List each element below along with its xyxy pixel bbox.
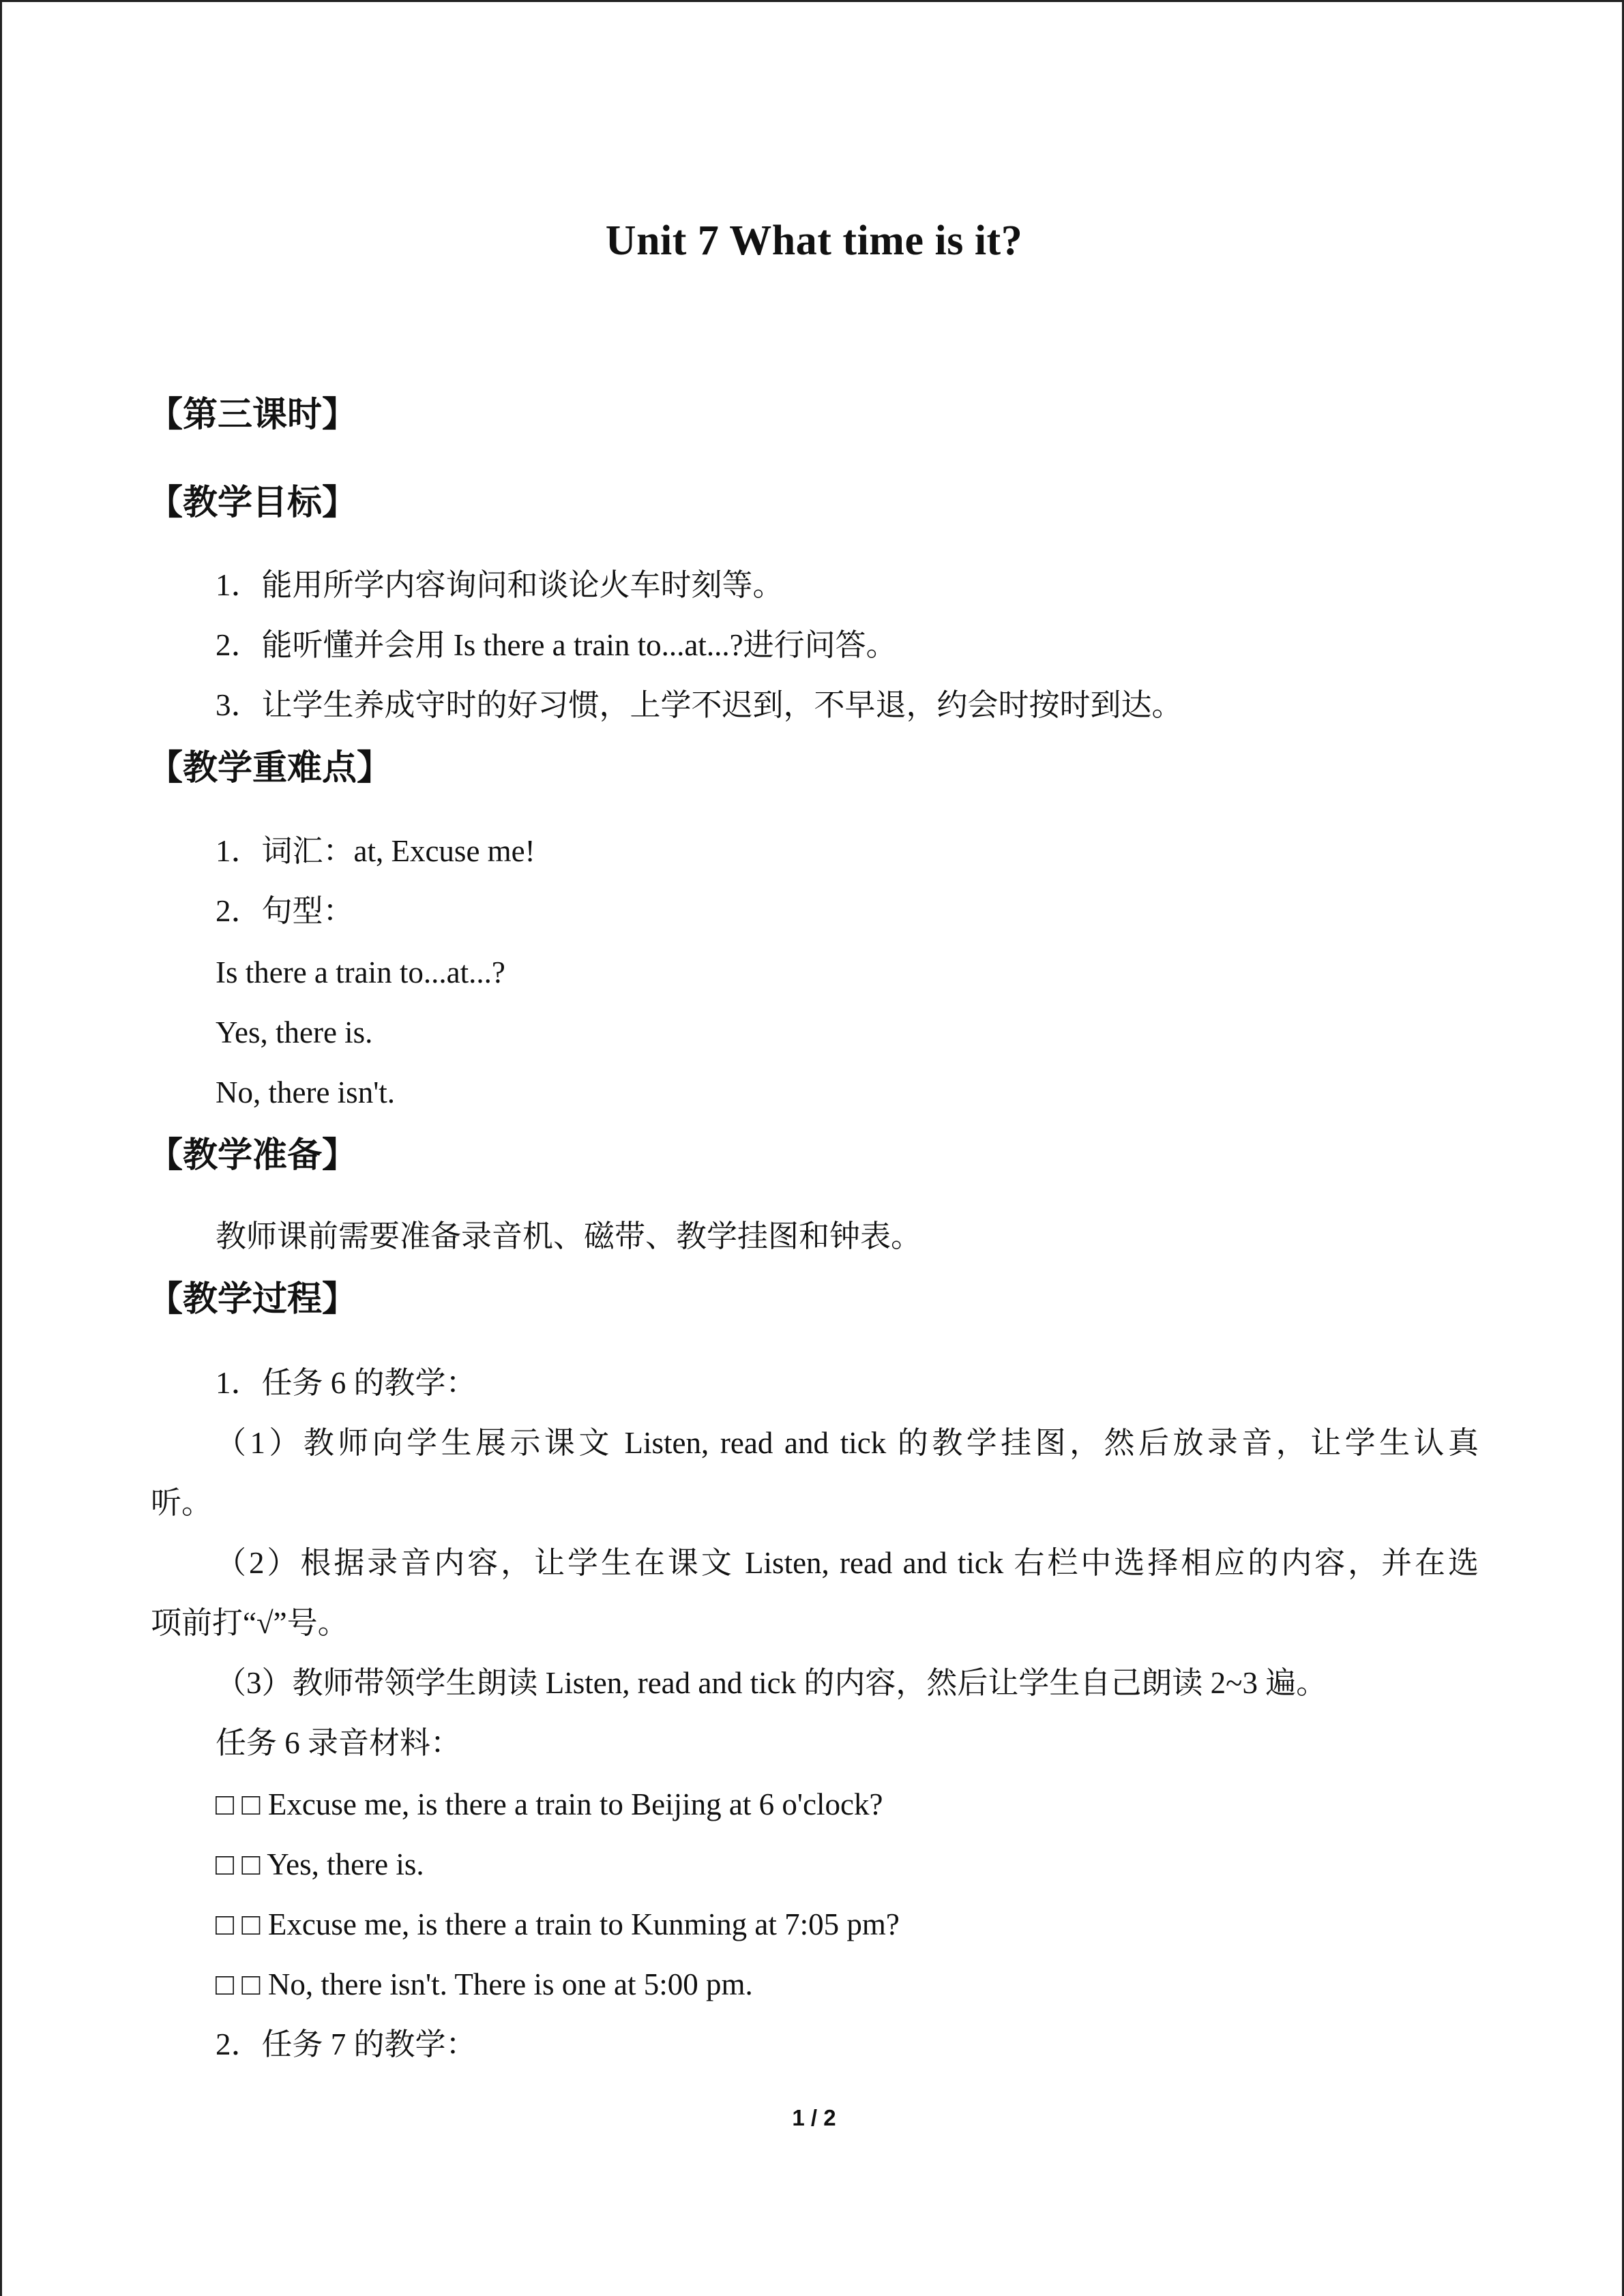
- task6-step1-line2: 听。: [151, 1486, 213, 1520]
- recording-line-1: □ □ Excuse me, is there a train to Beijing at 6 o'clock?: [216, 1787, 883, 1821]
- task6-step1-line1: （1）教师向学生展示课文 Listen, read and tick 的教学挂图，然后放录音，让学生认真: [216, 1426, 1479, 1460]
- task6-step2-line1: （2）根据录音内容，让学生在课文 Listen, read and tick 右栏中选择相应的内容，并在选: [216, 1546, 1479, 1580]
- process-heading: 【教学过程】: [148, 1279, 357, 1320]
- keypoints-heading: 【教学重难点】: [148, 748, 392, 788]
- goals-heading: 【教学目标】: [148, 483, 357, 523]
- keypoint-sentence-label: 2．句型：: [216, 894, 354, 928]
- recording-line-2: □ □ Yes, there is.: [216, 1847, 424, 1881]
- goal-item-2: 2．能听懂并会用 Is there a train to...at...?进行问答。: [216, 628, 897, 662]
- recording-line-4: □ □ No, there isn't. There is one at 5:00 pm.: [216, 1967, 753, 2001]
- recording-title: 任务 6 录音材料：: [216, 1726, 462, 1760]
- keypoint-vocabulary: 1．词汇：at, Excuse me!: [216, 834, 535, 868]
- goal-item-3: 3．让学生养成守时的好习惯，上学不迟到，不早退，约会时按时到达。: [216, 688, 1183, 722]
- page-title: Unit 7 What time is it?: [605, 218, 1023, 264]
- recording-line-3: □ □ Excuse me, is there a train to Kunming at 7:05 pm?: [216, 1907, 900, 1941]
- goal-item-1: 1．能用所学内容询问和谈论火车时刻等。: [216, 568, 784, 602]
- prep-text: 教师课前需要准备录音机、磁带、教学挂图和钟表。: [216, 1219, 922, 1253]
- task6-step2-line2: 项前打“√”号。: [151, 1606, 349, 1640]
- task7-title: 2．任务 7 的教学：: [216, 2027, 477, 2061]
- keypoint-sentence-2: Yes, there is.: [216, 1015, 373, 1049]
- task6-step3: （3）教师带领学生朗读 Listen, read and tick 的内容，然后让学生自己朗读 2~3 遍。: [216, 1666, 1327, 1700]
- page-number: 1 / 2: [792, 2105, 836, 2130]
- keypoint-sentence-3: No, there isn't.: [216, 1075, 396, 1109]
- task6-title: 1．任务 6 的教学：: [216, 1366, 477, 1400]
- keypoint-sentence-1: Is there a train to...at...?: [216, 955, 505, 989]
- prep-heading: 【教学准备】: [148, 1135, 357, 1176]
- lesson-heading: 【第三课时】: [148, 395, 357, 435]
